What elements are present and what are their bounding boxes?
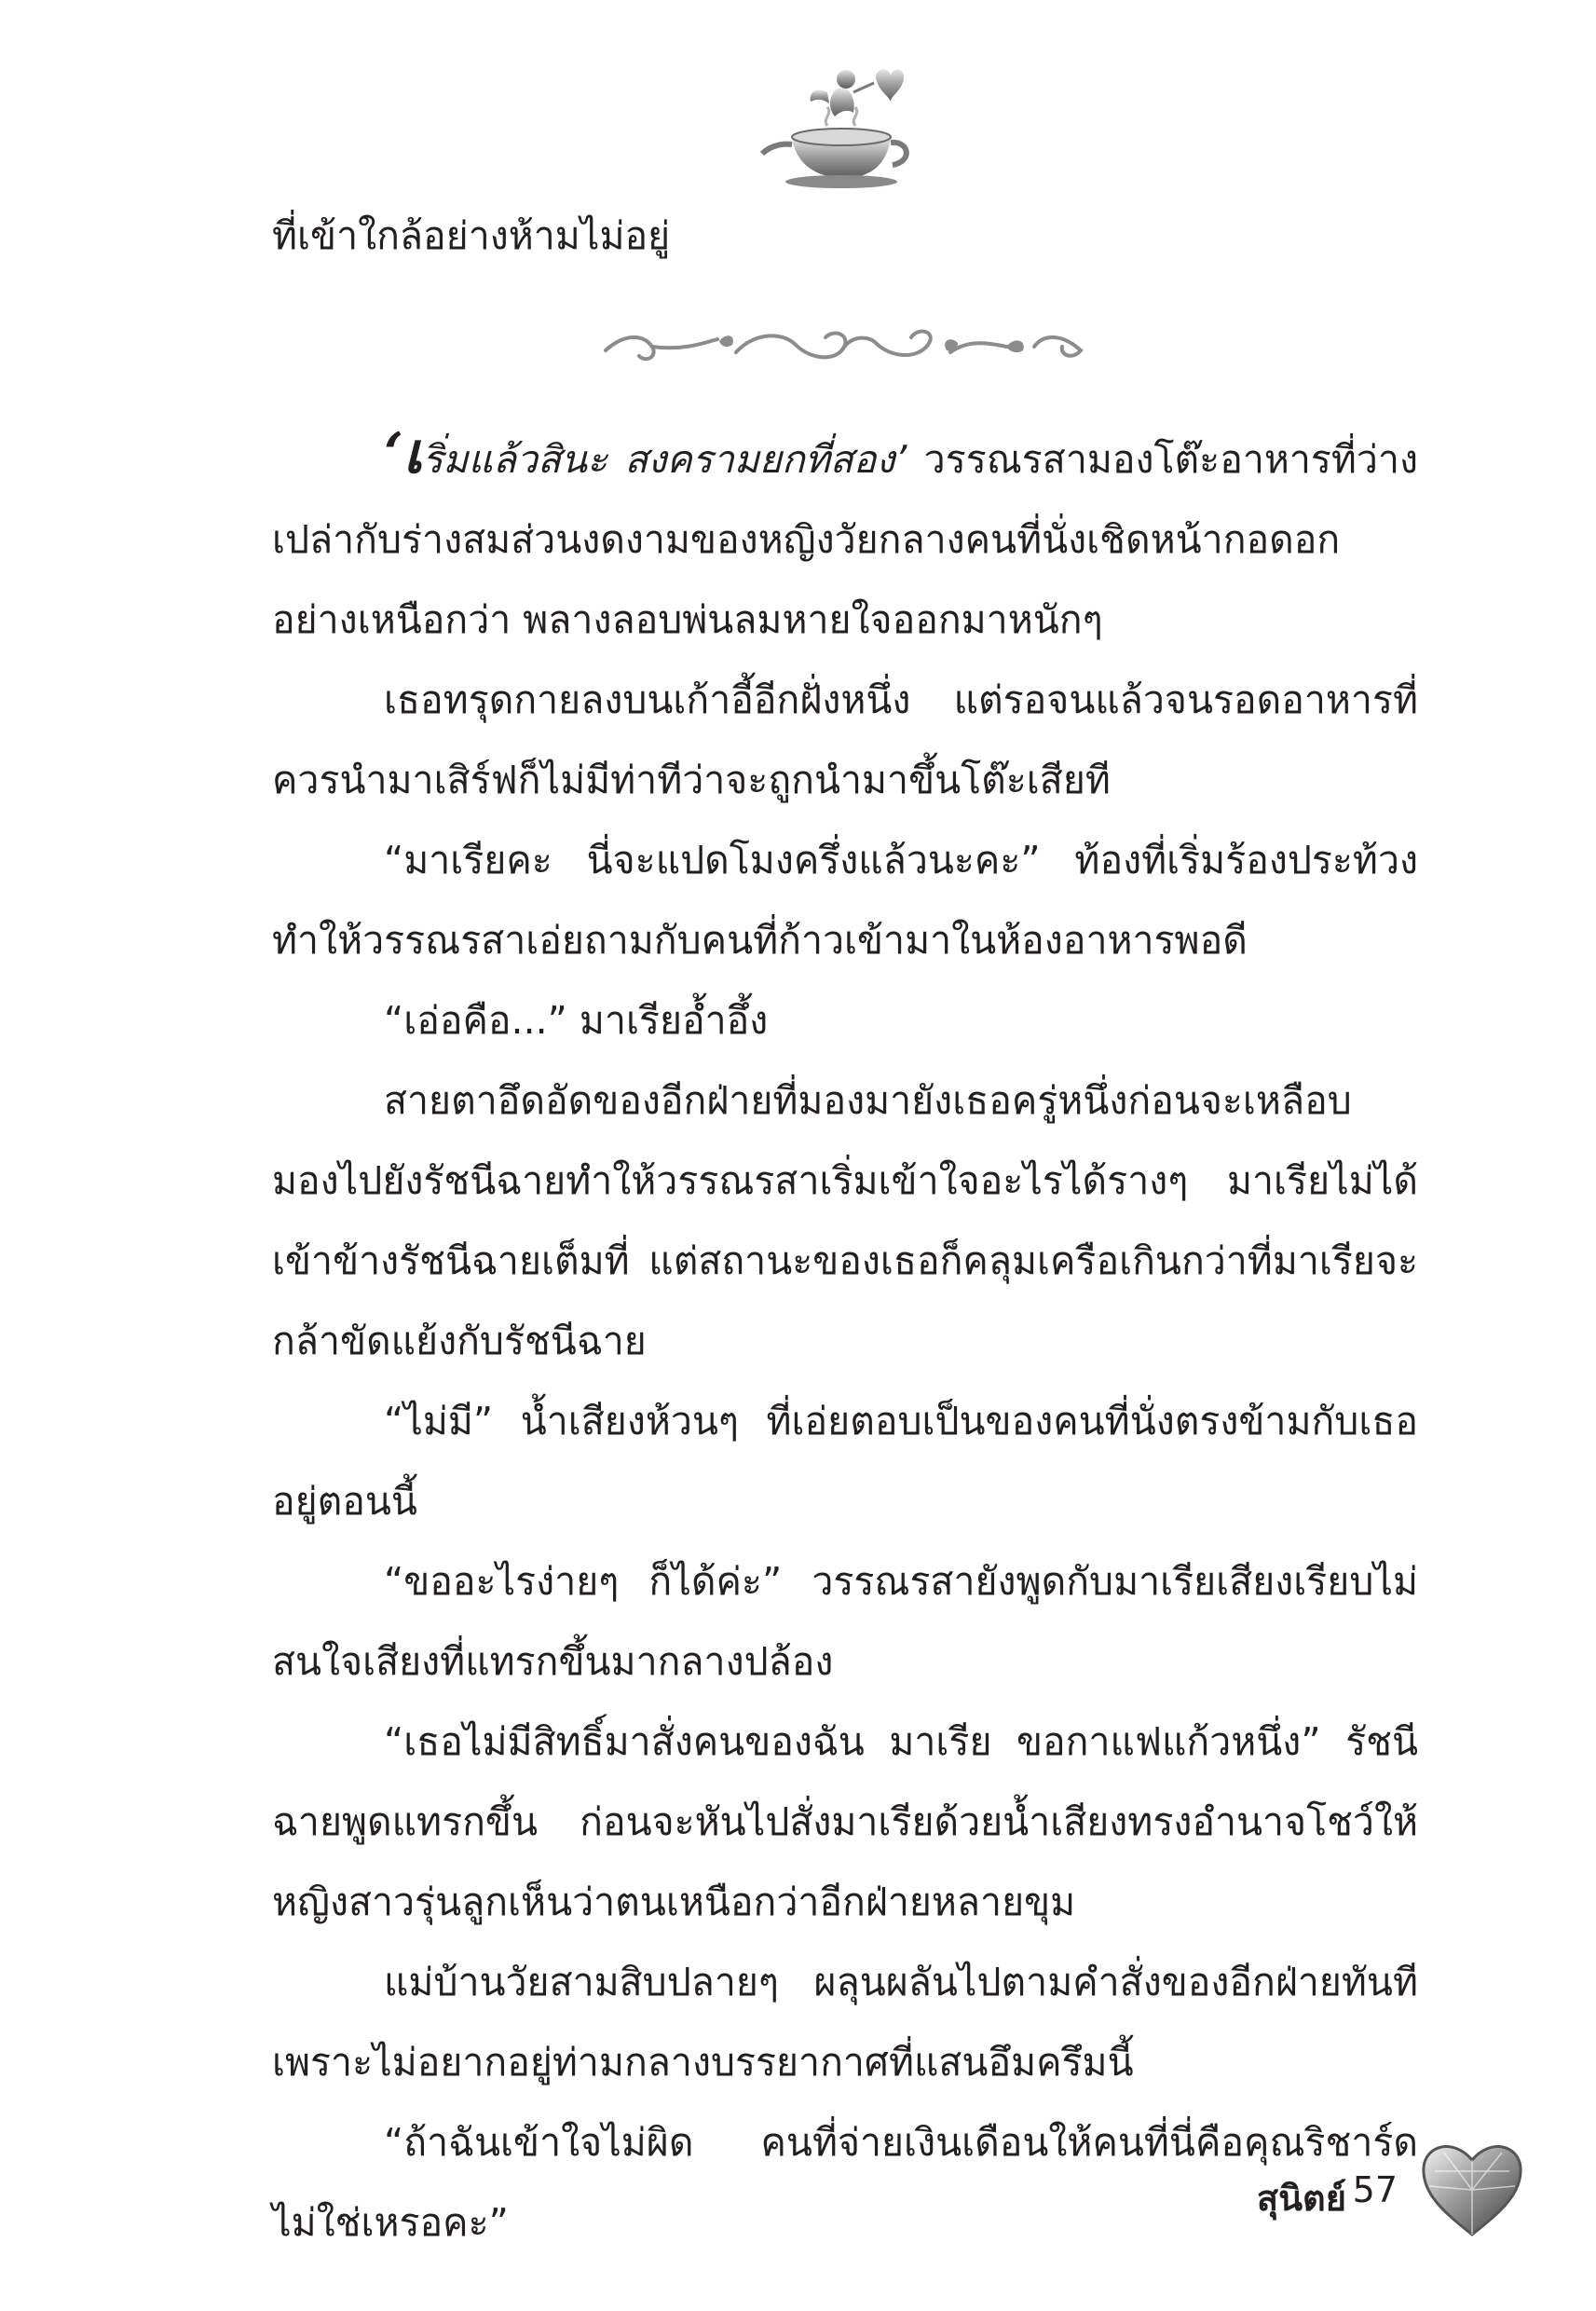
- paragraph-9: แม่บ้านวัยสามสิบปลายๆ ผลุนผลันไปตามคำสั่งของอีกฝ่ายทันทีเพราะไม่อยากอยู่ท่ามกลางบรรยากาศที่แสนอึมครึมนี้: [272, 1960, 1418, 2085]
- page-footer: [1211, 2134, 1528, 2246]
- paragraph-8: “เธอไม่มีสิทธิ์มาสั่งคนของฉัน มาเรีย ขอกาแฟแก้วหนึ่ง” รัชนีฉายพูดแทรกขึ้น ก่อนจะหันไปสั่งมาเรียด้วยน้ำเสียงทรงอำนาจโชว์ให้หญิงสาวรุ่นลูกเห็นว่าตนเหนือกว่าอีกฝ่ายหลายขุม: [272, 1719, 1418, 1924]
- body-text: [272, 419, 1418, 2263]
- paragraph-4: “เอ่อคือ...” มาเรียอ้ำอึ้ง: [384, 998, 769, 1043]
- paragraph-3: “มาเรียคะ นี่จะแปดโมงครึ่งแล้วนะคะ” ท้องที่เริ่มร้องประท้วงทำให้วรรณรสาเอ่ยถามกับคนที่ก้าวเข้ามาในห้องอาหารพอดี: [272, 838, 1418, 963]
- paragraph-6: “ไม่มี” น้ำเสียงห้วนๆ ที่เอ่ยตอบเป็นของคนที่นั่งตรงข้ามกับเธออยู่ตอนนี้: [272, 1399, 1418, 1524]
- opening-line-block: [272, 196, 1418, 276]
- teacup-cupid-emblem-icon: [755, 51, 922, 191]
- diamond-heart-icon: [1416, 2134, 1528, 2241]
- paragraph-5: สายตาอึดอัดของอีกฝ่ายที่มองมายังเธอครู่หนึ่งก่อนจะเหลือบมองไปยังรัชนีฉายทำให้วรรณรสาเริ่มเข้าใจอะไรได้รางๆ มาเรียไม่ได้เข้าข้างรัชนีฉายเต็มที่ แต่สถานะของเธอก็คลุมเครือเกินกว่าที่มาเรียจะกล้าขัดแย้งกับรัชนีฉาย: [272, 1078, 1418, 1363]
- opening-line: ที่เข้าใกล้อย่างห้ามไม่อยู่: [272, 213, 671, 258]
- page-number: 57: [1352, 2169, 1398, 2210]
- paragraph-text: วรรณรสามองโต๊ะอาหารที่ว่างเปล่ากับร่างสมส่วนงดงามของหญิงวัยกลางคนที่นั่งเชิดหน้ากอดอกอย่างเหนือกว่า พลางลอบพ่นลมหายใจออกมาหนักๆ: [272, 437, 1418, 642]
- drop-cap: ‘เ: [384, 421, 423, 486]
- paragraph-10: “ถ้าฉันเข้าใจไม่ผิด คนที่จ่ายเงินเดือนให้คนที่นี่คือคุณริชาร์ดไม่ใช่เหรอคะ”: [272, 2120, 1418, 2245]
- paragraph-1: [272, 419, 1418, 660]
- author-name: สุนิตย์: [1256, 2178, 1346, 2219]
- paragraph-2: เธอทรุดกายลงบนเก้าอี้อีกฝั่งหนึ่ง แต่รอจนแล้วจนรอดอาหารที่ควรนำมาเสิร์ฟก็ไม่มีท่าทีว่าจะถูกนำมาขึ้นโต๊ะเสียที: [272, 677, 1418, 802]
- flourish-ornament-icon: [596, 315, 1090, 380]
- paragraph-7: “ขออะไรง่ายๆ ก็ได้ค่ะ” วรรณรสายังพูดกับมาเรียเสียงเรียบไม่สนใจเสียงที่แทรกขึ้นมากลางปล้อง: [272, 1559, 1418, 1684]
- italic-thought: ริ่มแล้วสินะ สงครามยกที่สอง’: [422, 437, 907, 482]
